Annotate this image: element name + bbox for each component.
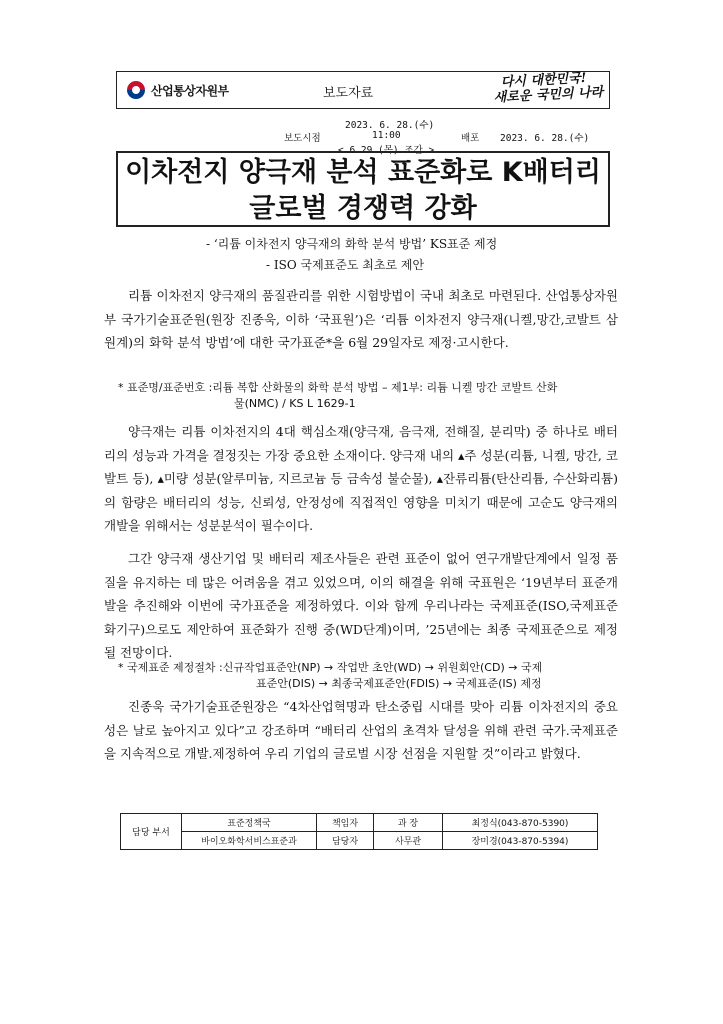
- paragraph-3: 그간 양극재 생산기업 및 배터리 제조사들은 관련 표준이 없어 연구개발단계에서 일정 품질을 유지하는 데 많은 어려움을 겪고 있었으며, 이의 해결을 위해 국표원은 ‘19년부터 표준개발을 추진해와 이번에 국가표준을 제정하였다. 이와 함께 우리나라는 국제표준(ISO,국제표준화기구)으로도 제안하여 표준화가 진행 중(WD단계)이며, ’25년에는 최종 국제표준으로 제정될 전망이다.: [104, 551, 618, 660]
- header-box: [116, 71, 610, 109]
- subtitle-1: - ‘리튬 이차전지 양극재의 화학 분석 방법’ KS표준 제정: [206, 237, 498, 251]
- morning-edition: < 6.29.(목) 조간 >: [338, 145, 435, 156]
- document-type: 보도자료: [323, 86, 374, 101]
- footnote-procedure-label: * 국제표준 제정절차 :: [118, 661, 223, 674]
- headline-line-1: 이차전지 양극재 분석 표준화로 K배터리: [125, 157, 601, 188]
- subtitle-2: - ISO 국제표준도 최초로 제안: [266, 258, 425, 272]
- paragraph-1: 리튬 이차전지 양극재의 품질관리를 위한 시험방법이 국내 최초로 마련된다. 산업통상자원부 국가기술표준원(원장 진종욱, 이하 ‘국표원’)은 ‘리튬 이차전지 양극재(니켈,망간,코발트 삼원계)의 화학 분석 방법’에 대한 국가표준*을 6월 29일자로 제정·고시한다.: [104, 288, 618, 350]
- person-head: 최정식(043-870-5390): [443, 814, 598, 832]
- footnote-standard: [118, 380, 618, 412]
- person-staff: 장미경(043-870-5394): [443, 832, 598, 850]
- contact-table: [120, 813, 598, 850]
- role-staff: 담당자: [317, 832, 374, 850]
- paragraph-4: 진종욱 국가기술표준원장은 “4차산업혁명과 탄소중립 시대를 맞아 리튬 이차전지의 중요성은 날로 높아지고 있다”고 강조하며 “배터리 산업의 초격차 달성을 위해 관련 국가.국제표준을 지속적으로 개발.제정하여 우리 기업의 글로벌 시장 선점을 지원할 것”이라고 밝혔다.: [104, 699, 618, 761]
- headline-line-2: 글로벌 경쟁력 강화: [249, 193, 477, 224]
- slogan: [482, 70, 605, 106]
- release-date: 2023. 6. 28.(수): [345, 120, 435, 131]
- distribution-date: 2023. 6. 28.(수): [500, 133, 590, 144]
- title-head: 과 장: [374, 814, 443, 832]
- footnote-procedure: [118, 660, 618, 692]
- government-logo-icon: [126, 80, 146, 100]
- division-name: 바이오화학서비스표준과: [182, 832, 317, 850]
- footnote-standard-label: * 표준명/표준번호 :: [118, 381, 213, 394]
- department-label: 담당 부서: [121, 814, 182, 850]
- title-staff: 사무관: [374, 832, 443, 850]
- headline-box: [116, 151, 610, 227]
- bureau-name: 표준정책국: [182, 814, 317, 832]
- footnote-procedure-line-2: 표준안(DIS) → 최종국제표준안(FDIS) → 국제표준(IS) 제정: [256, 677, 542, 690]
- release-time: 11:00: [372, 130, 401, 141]
- footnote-standard-line-2: 물(NMC) / KS L 1629-1: [234, 397, 356, 410]
- release-time-label: 보도시점: [284, 133, 321, 144]
- contact-row-head: [121, 814, 598, 832]
- footnote-procedure-line-1: 신규작업표준안(NP) → 작업반 초안(WD) → 위원회안(CD) → 국제: [222, 661, 543, 674]
- paragraph-2: 양극재는 리튬 이차전지의 4대 핵심소재(양극재, 음극재, 전해질, 분리막) 중 하나로 배터리의 성능과 가격을 결정짓는 가장 중요한 소재이다. 양극재 내의 ▴주 성분(리튬, 니켈, 망간, 코발트 등), ▴미량 성분(알루미늄, 지르코늄 등 금속성 불순물), ▴잔류리튬(탄산리튬, 수산화리튬)의 함량은 배터리의 성능, 신뢰성, 안정성에 직접적인 영향을 미치기 때문에 고순도 양극재의 개발을 위해서는 성분분석이 필수이다.: [104, 424, 618, 533]
- ministry-name: 산업통상자원부: [151, 84, 229, 98]
- slogan-line-2: 새로운 국민의 나라: [493, 84, 604, 106]
- distribution-label: 배포: [461, 133, 480, 144]
- footnote-standard-line-1: 리튬 복합 산화물의 화학 분석 방법 – 제1부: 리튬 니켈 망간 코발트 산화: [212, 381, 558, 394]
- slogan-line-1: 다시 대한민국!: [500, 70, 587, 91]
- contact-row-staff: [121, 832, 598, 850]
- role-head: 책임자: [317, 814, 374, 832]
